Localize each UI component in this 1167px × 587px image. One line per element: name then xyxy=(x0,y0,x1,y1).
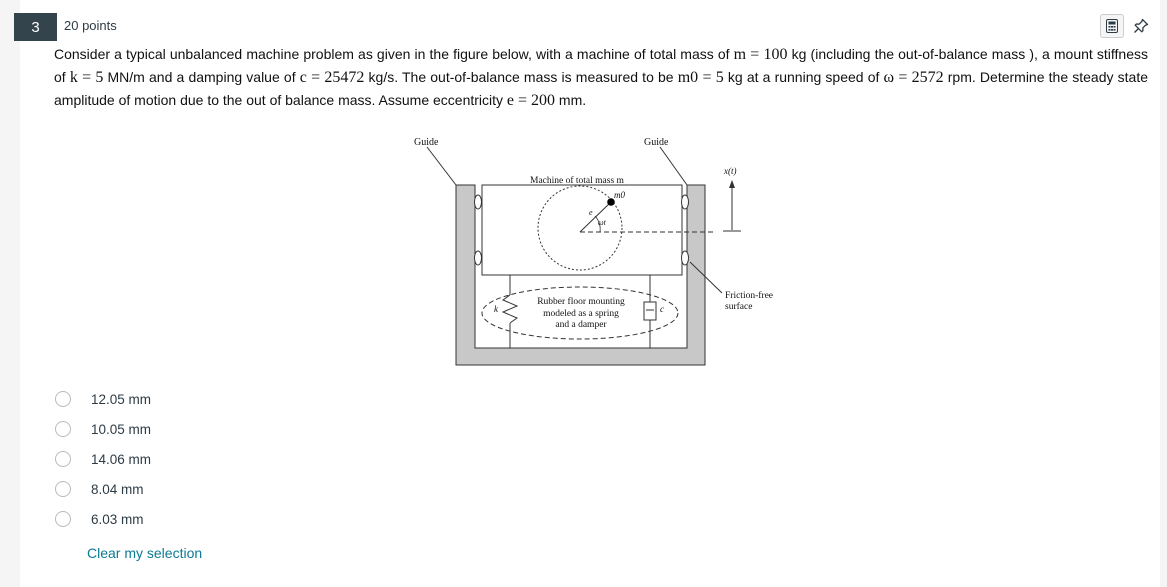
answer-label: 8.04 mm xyxy=(91,481,144,497)
guide-left-label: Guide xyxy=(414,137,439,148)
unbalanced-machine-figure xyxy=(405,130,790,370)
e-label: e xyxy=(589,208,593,217)
radio-button[interactable] xyxy=(55,391,71,407)
clear-selection-link[interactable]: Clear my selection xyxy=(87,545,203,561)
friction-label-1: Friction-free xyxy=(725,291,774,301)
left-gutter xyxy=(0,0,20,587)
calculator-button[interactable] xyxy=(1100,14,1124,38)
math-e: e = 200 xyxy=(506,92,556,109)
answer-label: 12.05 mm xyxy=(91,391,152,407)
mass-label: m0 xyxy=(614,190,625,200)
machine-label: Machine of total mass m xyxy=(530,176,624,186)
pin-button[interactable] xyxy=(1130,15,1152,37)
omega-label: ωt xyxy=(598,218,606,227)
math-m0: m0 = 5 xyxy=(677,69,724,86)
answer-option[interactable] xyxy=(54,474,151,504)
question-number-badge: 3 xyxy=(14,13,57,41)
answer-list xyxy=(54,384,151,534)
x-label: x(t) xyxy=(724,166,737,176)
radio-button[interactable] xyxy=(55,451,71,467)
math-omega: ω = 2572 xyxy=(883,69,944,86)
c-label: c xyxy=(660,304,664,314)
answer-label: 14.06 mm xyxy=(91,451,152,467)
math-m: m = 100 xyxy=(733,46,788,63)
answer-option[interactable] xyxy=(54,504,151,534)
pin-icon xyxy=(1133,18,1149,34)
rubber-label-2: modeled as a spring xyxy=(543,309,619,319)
calculator-icon xyxy=(1106,19,1118,33)
question-tools xyxy=(1100,14,1152,38)
rubber-label-1: Rubber floor mounting xyxy=(537,297,625,307)
radio-button[interactable] xyxy=(55,481,71,497)
math-c: c = 25472 xyxy=(299,69,365,86)
k-label: k xyxy=(494,304,498,314)
question-points: 20 points xyxy=(64,18,117,33)
rubber-label-3: and a damper xyxy=(555,320,607,330)
answer-label: 6.03 mm xyxy=(91,511,144,527)
right-gutter xyxy=(1160,0,1167,587)
friction-label-2: surface xyxy=(725,302,753,312)
answer-option[interactable] xyxy=(54,414,151,444)
guide-right-label: Guide xyxy=(644,137,669,148)
math-k: k = 5 xyxy=(69,69,104,86)
question-text: Consider a typical unbalanced machine problem as given in the figure below, with a machine of total mass of m = 100 kg (including the out-of-balance mass ), a mount stiffness of k = 5 MN/m and a damping value of c = 25472 kg/s. The out-of-balance mass is measured to be m0 = 5 kg at a running speed of ω = 2572 rpm. Determine the steady state amplitude of motion due to the out of balance mass. Assume eccentricity e = 200 mm. xyxy=(54,46,1149,109)
answer-label: 10.05 mm xyxy=(91,421,152,437)
radio-button[interactable] xyxy=(55,421,71,437)
radio-button[interactable] xyxy=(55,511,71,527)
answer-option[interactable] xyxy=(54,444,151,474)
answer-option[interactable] xyxy=(54,384,151,414)
